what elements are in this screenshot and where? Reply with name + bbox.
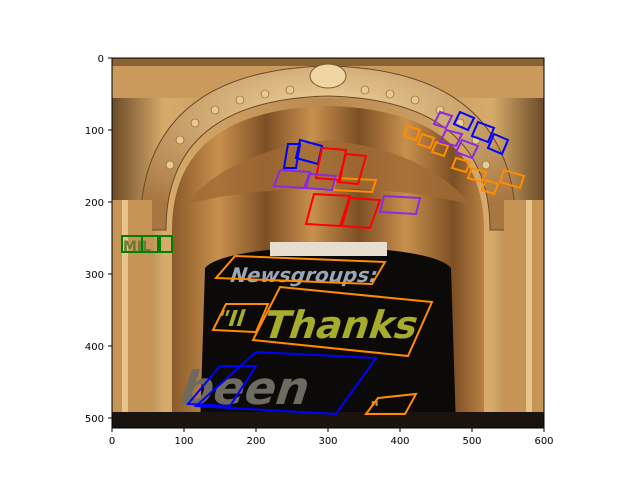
scene-word-newsgroups: Newsgroups: [226, 263, 382, 287]
scene-word-left-small: MIL [123, 239, 152, 255]
x-tick-label: 300 [318, 436, 338, 447]
x-tick-label: 200 [246, 436, 266, 447]
y-tick-label: 0 [97, 54, 104, 65]
x-tick-label: 100 [174, 436, 194, 447]
y-tick-label: 300 [84, 270, 104, 281]
x-tick-label: 400 [390, 436, 410, 447]
x-tick-label: 500 [462, 436, 482, 447]
scene-word-been: been [172, 362, 319, 416]
x-tick-label: 600 [534, 436, 554, 447]
x-tick-labels [109, 436, 554, 447]
x-ticks [112, 428, 544, 432]
x-tick-label: 0 [108, 436, 116, 447]
scene-word-thanks: Thanks [257, 303, 425, 348]
y-tick-label: 200 [84, 198, 104, 209]
theater-photo [112, 58, 544, 428]
y-tick-label: 500 [84, 414, 104, 425]
scene-word-quote-left: "Il [213, 306, 249, 332]
y-tick-label: 400 [84, 342, 104, 353]
y-ticks [108, 58, 112, 418]
y-tick-labels [85, 54, 104, 425]
y-tick-label: 100 [84, 126, 104, 137]
scene-word-quote-close: " [370, 398, 380, 419]
